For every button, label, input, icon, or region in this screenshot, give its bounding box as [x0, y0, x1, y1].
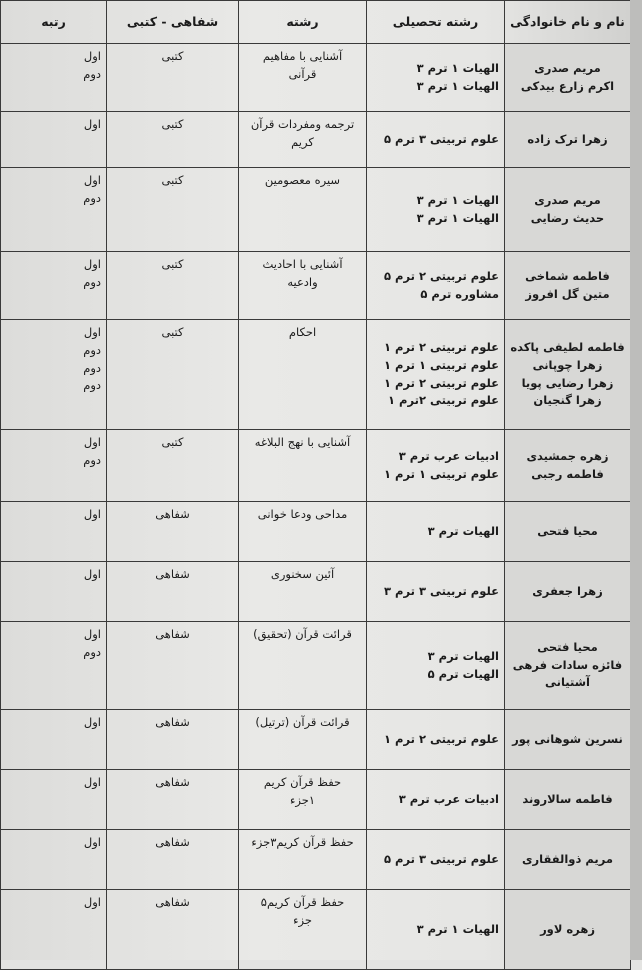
- type-cell-line: شفاهی: [155, 895, 190, 909]
- name-cell-line: نسرین شوهانی پور: [512, 731, 623, 746]
- education-cell-line: الهیات ۱ ترم ۳: [416, 60, 499, 75]
- rank-cell: [1, 112, 107, 168]
- rank-cell-line: اول: [83, 835, 101, 849]
- name-cell-line: فائزه سادات فرهی: [512, 657, 623, 672]
- field-cell: [239, 830, 367, 890]
- field-cell-line: آشنایی با مفاهیم: [262, 49, 343, 63]
- education-cell: [367, 112, 505, 168]
- education-cell-line: ادبیات عرب ترم ۳: [398, 448, 499, 463]
- education-cell-line: علوم تربیتی ۲ ترم ۱: [384, 375, 499, 390]
- table-body: [1, 44, 631, 970]
- field-cell-line: حفظ قرآن کریم۳جزء: [251, 835, 354, 849]
- name-cell-line: زهرا چوپانی: [532, 357, 603, 372]
- education-cell-line: علوم تربیتی ۳ ترم ۵: [384, 131, 499, 146]
- rank-cell-line: اول: [83, 173, 101, 187]
- rank-cell-line: اول: [83, 117, 101, 131]
- field-cell-line: قرائت قرآن (تحقیق): [253, 627, 352, 641]
- rank-cell: [1, 562, 107, 622]
- header-type: شفاهی - کتبی: [107, 1, 239, 44]
- rank-cell-line: اول: [83, 627, 101, 641]
- field-cell-line: مداحی ودعا خوانی: [257, 507, 348, 521]
- field-cell: [239, 320, 367, 430]
- table-row: [1, 710, 631, 770]
- education-cell-line: الهیات ترم ۳: [427, 523, 499, 538]
- field-cell: [239, 252, 367, 320]
- rank-cell: [1, 168, 107, 252]
- name-cell: [505, 622, 631, 710]
- name-cell: [505, 890, 631, 970]
- field-cell-line: حفظ قرآن کریم۵: [260, 895, 345, 909]
- rank-cell-line: دوم: [83, 342, 101, 357]
- field-cell-line: ۱جزء: [289, 792, 316, 807]
- rank-cell: [1, 430, 107, 502]
- type-cell: [107, 562, 239, 622]
- type-cell-line: کتبی: [161, 435, 184, 449]
- field-cell-line: آشنایی با احادیث: [262, 257, 343, 271]
- name-cell: [505, 502, 631, 562]
- education-cell-line: علوم تربیتی ۳ ترم ۳: [384, 583, 499, 598]
- type-cell: [107, 112, 239, 168]
- education-cell-line: مشاوره ترم ۵: [420, 286, 499, 301]
- education-cell-line: علوم تربیتی ۱ ترم ۱: [384, 466, 499, 481]
- name-cell: [505, 830, 631, 890]
- rank-cell: [1, 502, 107, 562]
- education-cell-line: علوم تربیتی ۱ ترم ۱: [384, 357, 499, 372]
- name-cell: [505, 320, 631, 430]
- type-cell-line: شفاهی: [155, 567, 190, 581]
- type-cell-line: کتبی: [161, 117, 184, 131]
- table-row: [1, 502, 631, 562]
- table-row: [1, 622, 631, 710]
- type-cell: [107, 430, 239, 502]
- education-cell: [367, 44, 505, 112]
- name-cell-line: مریم ذوالفقاری: [522, 851, 613, 866]
- field-cell-line: سیره معصومین: [264, 173, 341, 187]
- rank-cell-line: دوم: [83, 190, 101, 205]
- field-cell-line: وادعیه: [287, 274, 318, 289]
- name-cell-line: آشتیانی: [545, 675, 590, 690]
- type-cell-line: کتبی: [161, 173, 184, 187]
- name-cell-line: زهرا جعفری: [532, 583, 603, 598]
- field-cell: [239, 168, 367, 252]
- name-cell: [505, 562, 631, 622]
- rank-cell-line: دوم: [83, 644, 101, 659]
- name-cell-line: فاطمه رجبی: [531, 466, 604, 481]
- header-rank: رتبه: [1, 1, 107, 44]
- rank-cell-line: دوم: [83, 378, 101, 393]
- field-cell: [239, 710, 367, 770]
- field-cell-line: قرائت قرآن (ترتیل): [255, 715, 350, 729]
- education-cell-line: ادبیات عرب ترم ۳: [398, 791, 499, 806]
- field-cell-line: قرآنی: [288, 66, 317, 81]
- name-cell-line: مریم صدری: [534, 60, 601, 75]
- field-cell: [239, 112, 367, 168]
- field-cell: [239, 44, 367, 112]
- name-cell: [505, 112, 631, 168]
- name-cell-line: فاطمه سالاروند: [522, 791, 613, 806]
- education-cell-line: علوم تربیتی ۲ترم ۱: [388, 393, 499, 408]
- rank-cell-line: دوم: [83, 360, 101, 375]
- field-cell-line: آشنایی با نهج البلاغه: [254, 435, 351, 449]
- type-cell-line: شفاهی: [155, 507, 190, 521]
- type-cell: [107, 168, 239, 252]
- header-field: رشته: [239, 1, 367, 44]
- rank-cell-line: اول: [83, 775, 101, 789]
- education-cell: [367, 252, 505, 320]
- education-cell-line: الهیات ترم ۵: [427, 666, 499, 681]
- header-row: [1, 1, 631, 44]
- name-cell-line: مریم صدری: [534, 192, 601, 207]
- field-cell: [239, 430, 367, 502]
- table-row: [1, 44, 631, 112]
- rank-cell-line: اول: [83, 895, 101, 909]
- education-cell-line: علوم تربیتی ۲ ترم ۱: [384, 731, 499, 746]
- type-cell: [107, 502, 239, 562]
- type-cell-line: شفاهی: [155, 627, 190, 641]
- rank-cell: [1, 252, 107, 320]
- rank-cell-line: دوم: [83, 66, 101, 81]
- header-education: رشته تحصیلی: [367, 1, 505, 44]
- name-cell-line: زهرا رضایی پویا: [521, 375, 614, 390]
- education-cell-line: الهیات ۱ ترم ۳: [416, 78, 499, 93]
- name-cell-line: زهرا گنجیان: [533, 393, 602, 408]
- field-cell-line: جزء: [293, 912, 312, 927]
- table-row: [1, 562, 631, 622]
- type-cell: [107, 770, 239, 830]
- name-cell-line: زهره جمشیدی: [526, 448, 609, 463]
- field-cell: [239, 890, 367, 970]
- rank-cell-line: دوم: [83, 274, 101, 289]
- education-cell-line: علوم تربیتی ۳ ترم ۵: [384, 851, 499, 866]
- name-cell-line: زهره لاور: [540, 921, 595, 936]
- rank-cell-line: اول: [83, 435, 101, 449]
- type-cell-line: شفاهی: [155, 775, 190, 789]
- rank-cell: [1, 44, 107, 112]
- education-cell: [367, 770, 505, 830]
- name-cell: [505, 430, 631, 502]
- name-cell-line: متین گل افروز: [525, 286, 610, 301]
- page-edge: [630, 0, 642, 960]
- name-cell-line: حدیث رضایی: [530, 210, 605, 225]
- education-cell: [367, 320, 505, 430]
- field-cell-line: حفظ قرآن کریم: [263, 775, 342, 789]
- table-row: [1, 252, 631, 320]
- type-cell: [107, 320, 239, 430]
- rank-cell-line: اول: [83, 257, 101, 271]
- education-cell: [367, 502, 505, 562]
- rank-cell: [1, 770, 107, 830]
- education-cell-line: الهیات ۱ ترم ۳: [416, 192, 499, 207]
- rank-cell-line: اول: [83, 325, 101, 339]
- name-cell-line: زهرا ترک زاده: [527, 131, 608, 146]
- table-row: [1, 168, 631, 252]
- education-cell: [367, 622, 505, 710]
- type-cell-line: کتبی: [161, 257, 184, 271]
- education-cell-line: علوم تربیتی ۲ ترم ۱: [384, 339, 499, 354]
- rank-cell: [1, 710, 107, 770]
- table-row: [1, 830, 631, 890]
- name-cell: [505, 770, 631, 830]
- education-cell: [367, 562, 505, 622]
- rank-cell-line: اول: [83, 507, 101, 521]
- name-cell-line: فاطمه لطیفی پاکده: [510, 339, 625, 354]
- name-cell: [505, 252, 631, 320]
- education-cell: [367, 168, 505, 252]
- type-cell-line: کتبی: [161, 49, 184, 63]
- type-cell: [107, 710, 239, 770]
- field-cell-line: ترجمه ومفردات قرآن: [250, 117, 355, 131]
- rank-cell-line: اول: [83, 567, 101, 581]
- name-cell-line: محیا فتحی: [537, 639, 598, 654]
- table-row: [1, 890, 631, 970]
- type-cell-line: شفاهی: [155, 835, 190, 849]
- education-cell: [367, 430, 505, 502]
- table-row: [1, 430, 631, 502]
- type-cell: [107, 252, 239, 320]
- name-cell-line: فاطمه شماخی: [525, 268, 610, 283]
- rank-cell-line: اول: [83, 49, 101, 63]
- education-cell-line: علوم تربیتی ۲ ترم ۵: [384, 268, 499, 283]
- name-cell-line: محیا فتحی: [537, 523, 598, 538]
- rank-cell-line: دوم: [83, 452, 101, 467]
- type-cell-line: شفاهی: [155, 715, 190, 729]
- rank-cell: [1, 622, 107, 710]
- table-row: [1, 112, 631, 168]
- header-name: نام و نام خانوادگی: [505, 1, 631, 44]
- field-cell-line: آئین سخنوری: [270, 567, 335, 581]
- name-cell: [505, 710, 631, 770]
- rank-cell: [1, 320, 107, 430]
- education-cell: [367, 890, 505, 970]
- type-cell: [107, 622, 239, 710]
- field-cell: [239, 562, 367, 622]
- rank-cell: [1, 890, 107, 970]
- rank-cell: [1, 830, 107, 890]
- type-cell: [107, 830, 239, 890]
- table-row: [1, 770, 631, 830]
- name-cell: [505, 168, 631, 252]
- field-cell: [239, 622, 367, 710]
- type-cell: [107, 44, 239, 112]
- type-cell-line: کتبی: [161, 325, 184, 339]
- name-cell-line: اکرم زارع بیدکی: [520, 78, 615, 93]
- field-cell: [239, 770, 367, 830]
- field-cell-line: احکام: [288, 325, 317, 339]
- rank-cell-line: اول: [83, 715, 101, 729]
- name-cell: [505, 44, 631, 112]
- table-row: [1, 320, 631, 430]
- education-cell: [367, 830, 505, 890]
- education-cell-line: الهیات ۱ ترم ۳: [416, 210, 499, 225]
- field-cell: [239, 502, 367, 562]
- field-cell-line: کریم: [291, 134, 314, 149]
- education-cell: [367, 710, 505, 770]
- education-cell-line: الهیات ترم ۳: [427, 648, 499, 663]
- education-cell-line: الهیات ۱ ترم ۳: [416, 921, 499, 936]
- type-cell: [107, 890, 239, 970]
